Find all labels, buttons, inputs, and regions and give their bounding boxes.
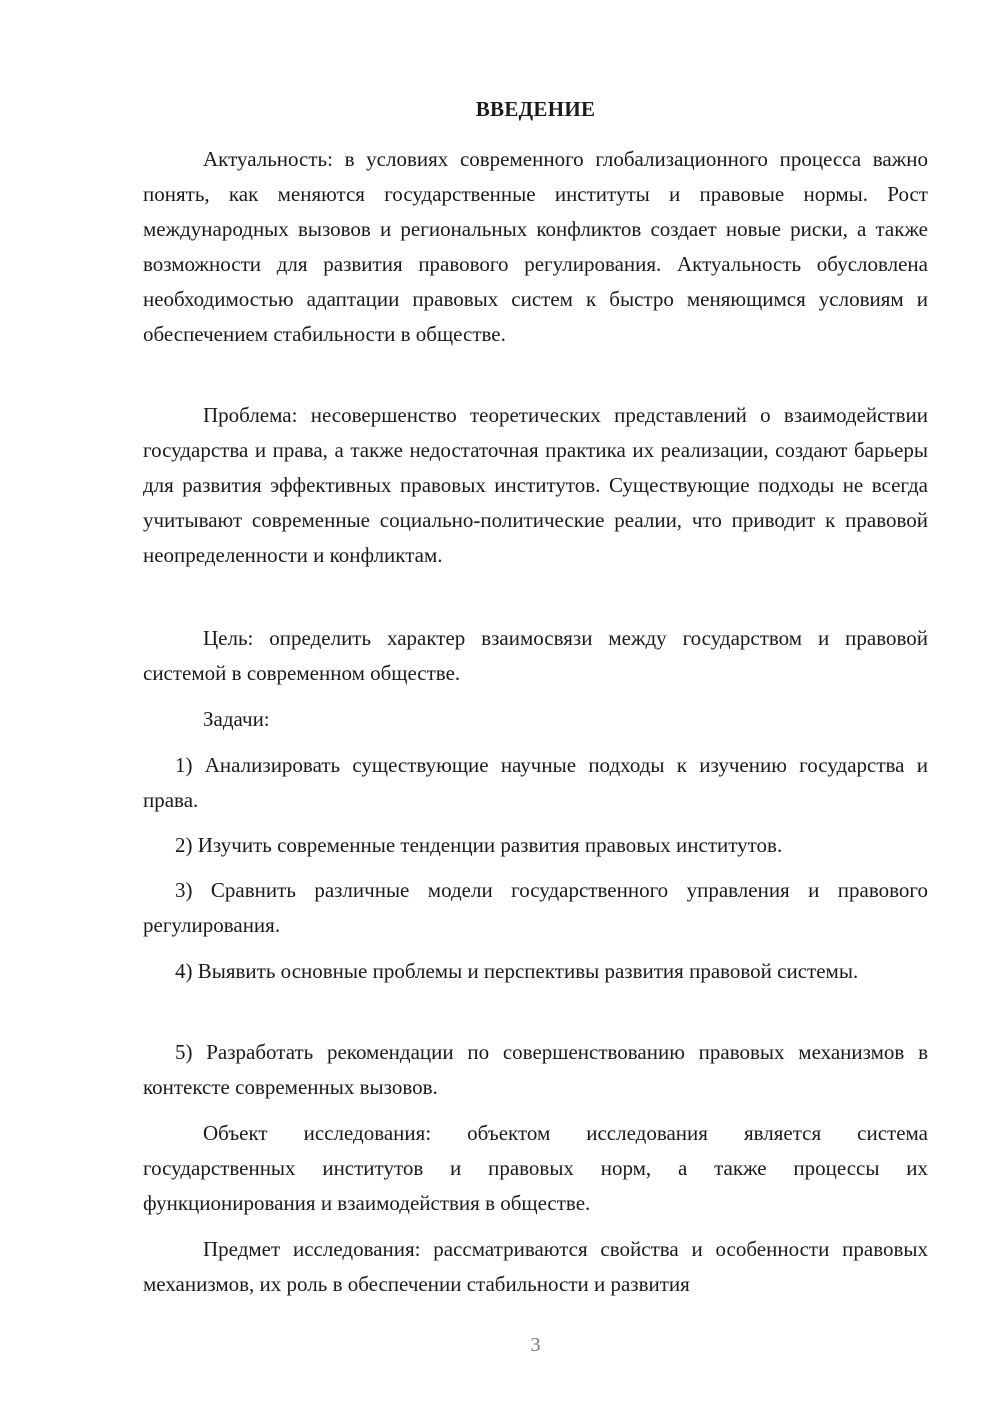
goal-paragraph: Цель: определить характер взаимосвязи между государством и правовой системой в современном обществе.	[143, 626, 928, 685]
page-number: 3	[530, 1334, 541, 1356]
section-title: ВВЕДЕНИЕ	[475, 97, 596, 121]
object-paragraph: Объект исследования: объектом исследования является система государственных институтов и правовых норм, а также процессы их функционирования и взаимодействия в обществе.	[143, 1121, 928, 1215]
task-item-1: 1) Анализировать существующие научные подходы к изучению государства и права.	[143, 753, 928, 812]
task-item-3: 3) Сравнить различные модели государственного управления и правового регулирования.	[143, 878, 928, 937]
problem-paragraph: Проблема: несовершенство теоретических представлений о взаимодействии государства и права, а также недостаточная практика их реализации, создают барьеры для развития эффективных правовых институтов. Существующие подходы не всегда учитывают современные социально-политические реалии, что приводит к правовой неопределенности и конфликтам.	[143, 403, 928, 567]
task-item-4: 4) Выявить основные проблемы и перспективы развития правовой системы.	[175, 959, 859, 983]
tasks-heading: Задачи:	[203, 707, 270, 731]
task-item-2: 2) Изучить современные тенденции развития правовых институтов.	[175, 833, 783, 857]
task-item-5: 5) Разработать рекомендации по совершенствованию правовых механизмов в контексте современных вызовов.	[143, 1040, 928, 1099]
relevance-paragraph: Актуальность: в условиях современного глобализационного процесса важно понять, как меняются государственные институты и правовые нормы. Рост международных вызовов и региональных конфликтов создает новые риски, а также возможности для развития правового регулирования. Актуальность обусловлена необходимостью адаптации правовых систем к быстро меняющимся условиям и обеспечением стабильности в обществе.	[143, 147, 928, 346]
subject-paragraph: Предмет исследования: рассматриваются свойства и особенности правовых механизмов, их роль в обеспечении стабильности и развития	[143, 1237, 928, 1296]
